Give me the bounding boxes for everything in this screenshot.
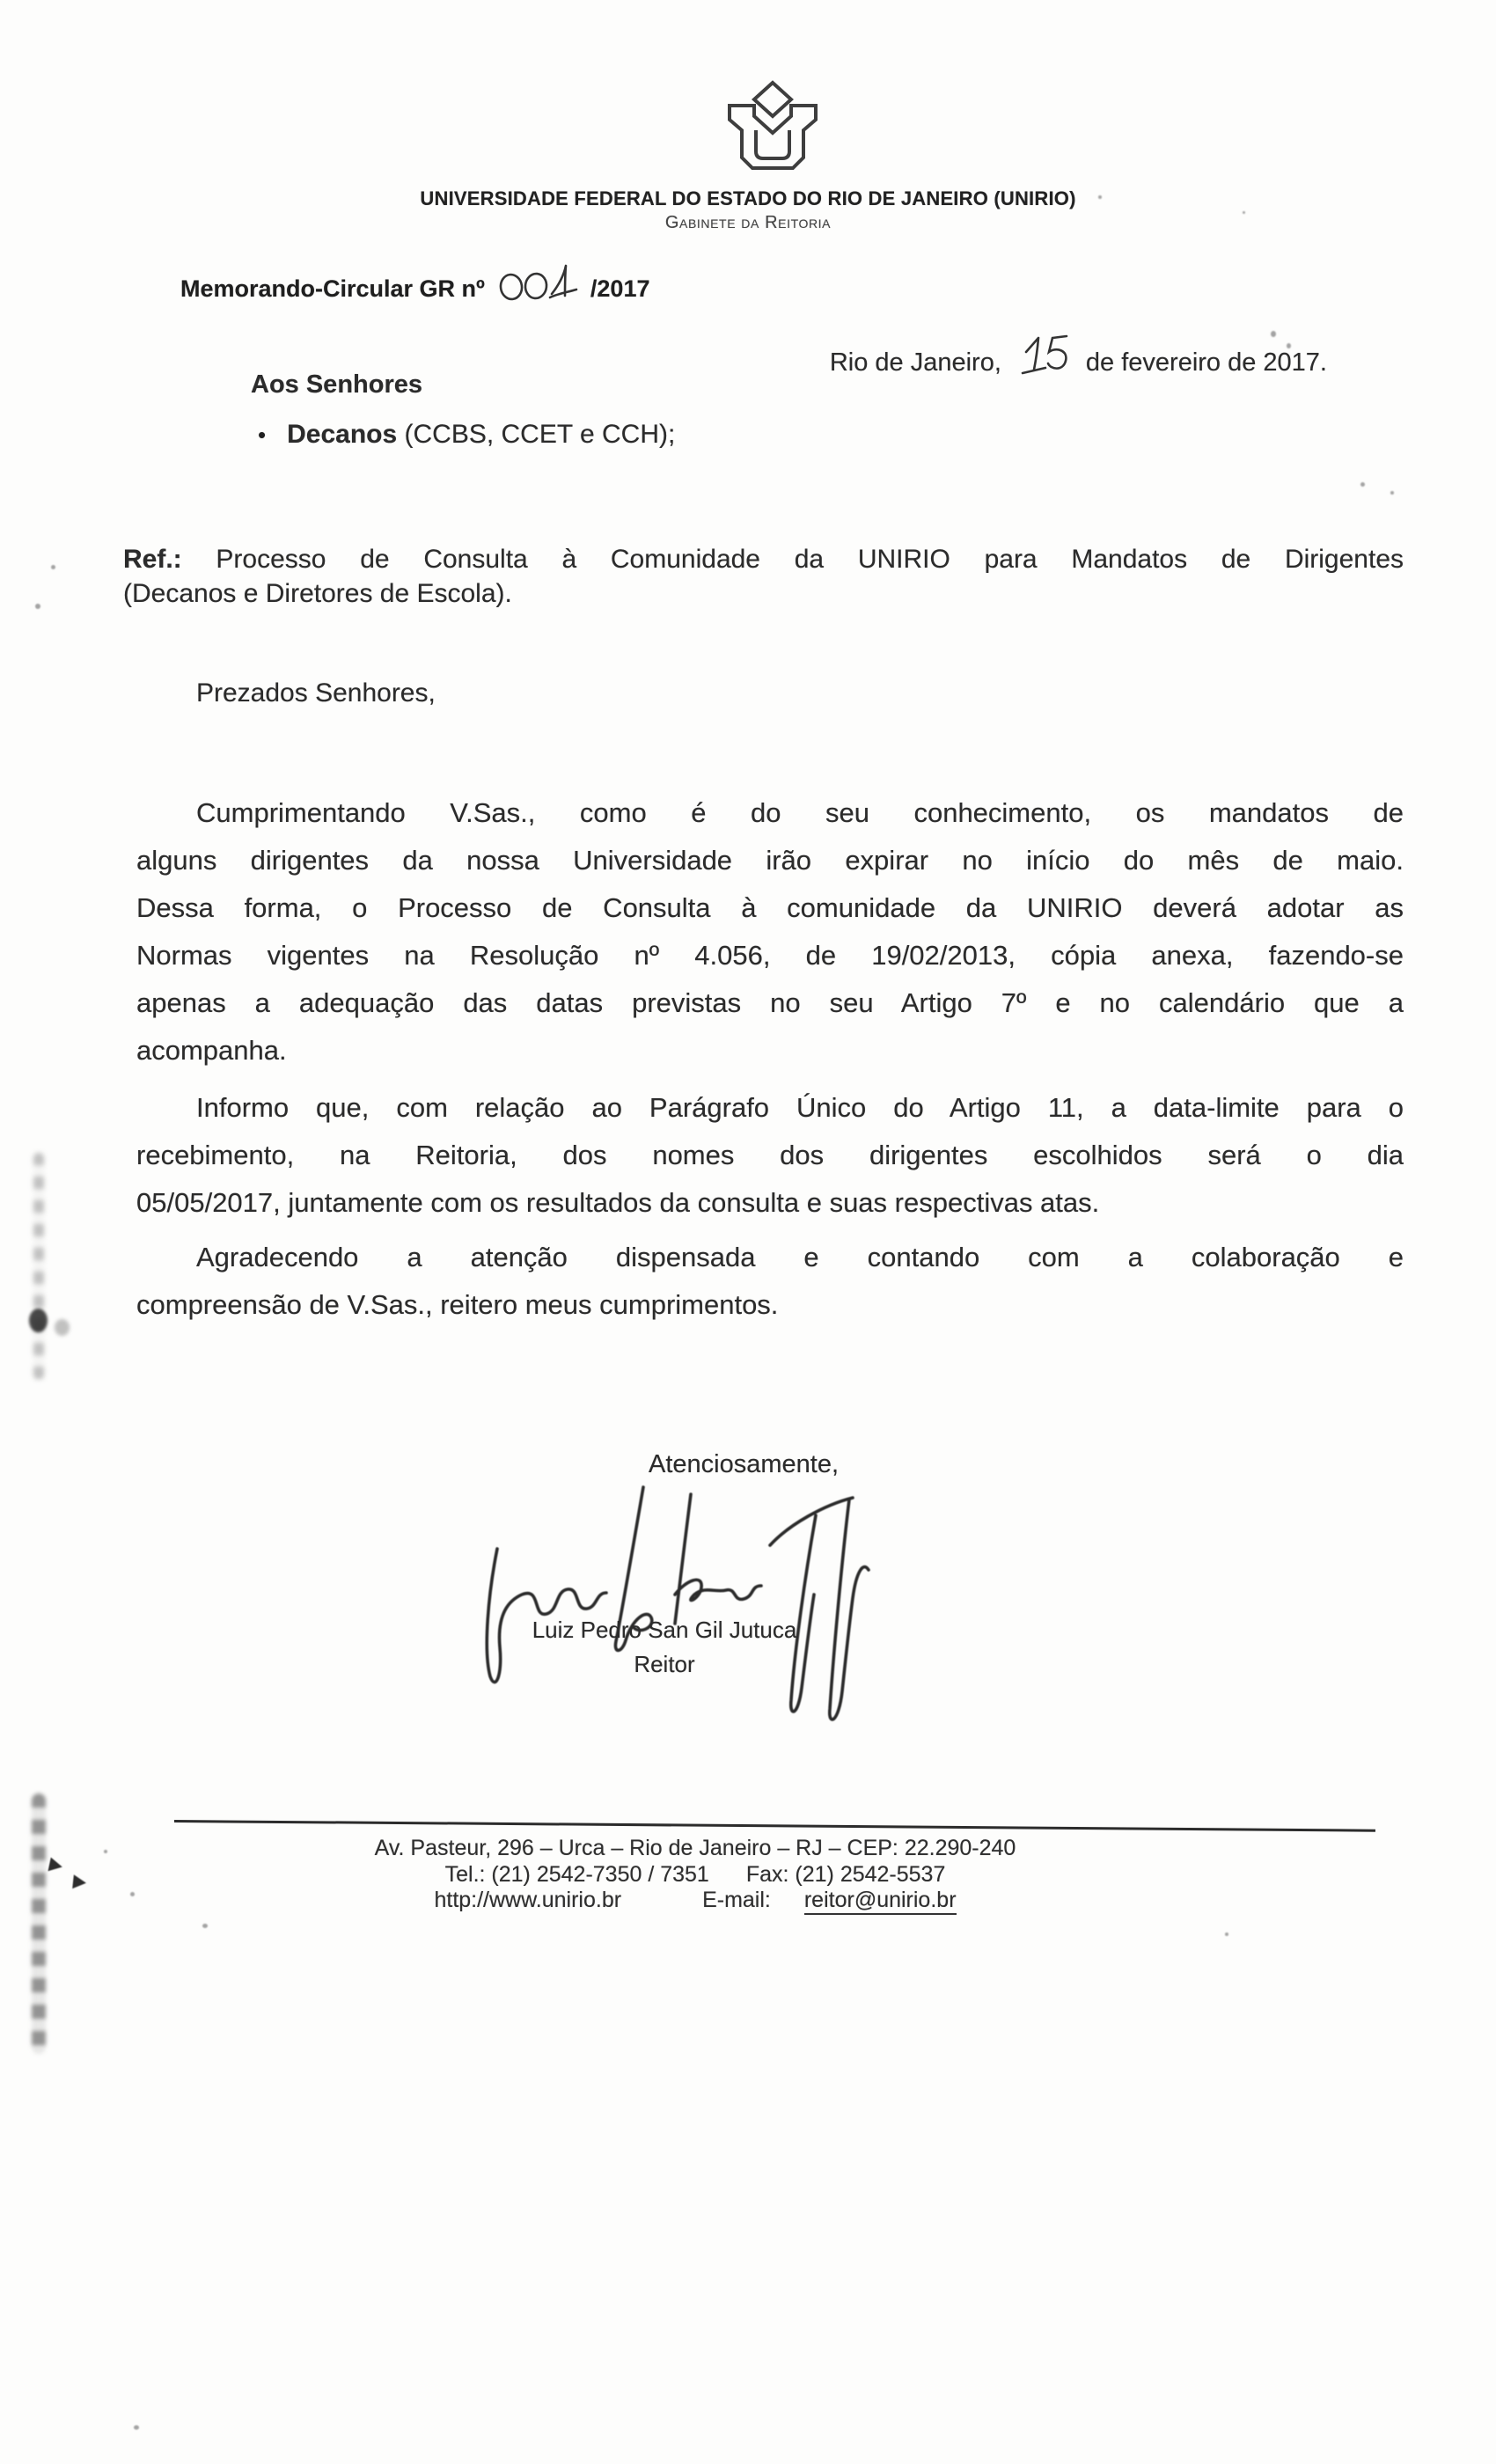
handwritten-memo-number <box>497 260 582 304</box>
scan-artifact <box>29 1309 48 1332</box>
recipient-detail: (CCBS, CCET e CCH); <box>397 420 676 449</box>
body-line: alguns dirigentes da nossa Universidade irão expirar no início do mês de maio. <box>136 845 1404 876</box>
scan-artifact <box>1243 211 1245 214</box>
scan-artifact <box>51 565 55 569</box>
scan-artifact <box>202 1924 208 1928</box>
scan-artifact <box>72 1874 87 1889</box>
reference-label: Ref.: <box>123 545 182 574</box>
scan-artifact <box>130 1892 135 1896</box>
body-line: Cumprimentando V.Sas., como é do seu conhecimento, os mandatos de <box>196 797 1404 828</box>
paragraph-1 <box>136 789 1404 1074</box>
salutation: Prezados Senhores, <box>196 678 436 708</box>
paragraph-3 <box>136 1234 1404 1329</box>
signature-scrawl <box>480 1461 902 1738</box>
recipient-item <box>258 420 675 450</box>
handwritten-day <box>1019 333 1075 377</box>
bullet-icon: • <box>258 422 267 448</box>
recipients-heading: Aos Senhores <box>251 370 422 399</box>
date-rest: de fevereiro de 2017. <box>1085 348 1327 377</box>
scan-artifact <box>134 2425 139 2430</box>
footer-email: reitor@unirio.br <box>804 1888 957 1915</box>
paragraph-2 <box>136 1084 1404 1227</box>
body-line: Informo que, com relação ao Parágrafo Único do Artigo 11, a data-limite para o <box>196 1092 1404 1123</box>
footer-email-label: E-mail: <box>702 1888 771 1912</box>
scan-artifact <box>32 1793 46 2054</box>
footer-web-line <box>132 1888 1258 1914</box>
unirio-logo <box>723 79 822 176</box>
scan-artifact <box>35 604 40 609</box>
memo-number-line <box>180 260 649 304</box>
body-line: recebimento, na Reitoria, dos nomes dos dirigentes escolhidos será o dia <box>136 1140 1404 1170</box>
footer-rule <box>174 1820 1375 1832</box>
office-name: Gabinete da Reitoria <box>664 213 832 232</box>
footer-website: http://www.unirio.br <box>434 1888 622 1912</box>
signature-block <box>400 1613 928 1682</box>
reference-block <box>123 542 1404 611</box>
body-line: 05/05/2017, juntamente com os resultados da consulta e suas respectivas atas. <box>136 1187 1100 1218</box>
footer-fax: Fax: (21) 2542-5537 <box>745 1861 946 1887</box>
footer-phone: Tel.: (21) 2542-7350 / 7351 <box>444 1861 709 1887</box>
scan-artifact <box>55 1319 70 1336</box>
signer-name: Luiz Pedro San Gil Jutuca <box>532 1617 797 1643</box>
reference-line-2: (Decanos e Diretores de Escola). <box>123 579 512 608</box>
scan-artifact <box>1098 195 1102 199</box>
date-city: Rio de Janeiro, <box>829 348 1001 377</box>
scan-artifact <box>33 1153 44 1380</box>
scan-artifact <box>104 1850 107 1853</box>
footer-contact-line <box>132 1862 1258 1888</box>
scan-artifact <box>1271 331 1276 337</box>
body-line: acompanha. <box>136 1035 287 1066</box>
scan-artifact <box>48 1858 64 1874</box>
body-line: Dessa forma, o Processo de Consulta à comunidade da UNIRIO deverá adotar as <box>136 892 1404 923</box>
scan-artifact <box>1225 1932 1228 1936</box>
reference-text: Processo de Consulta à Comunidade da UNIRIO para Mandatos de Dirigentes <box>216 545 1404 574</box>
body-line: apenas a adequação das datas previstas no seu Artigo 7º e no calendário que a <box>136 987 1404 1018</box>
body-line: Agradecendo a atenção dispensada e contando com a colaboração e <box>196 1242 1404 1272</box>
memo-year: /2017 <box>590 275 650 302</box>
memo-prefix: Memorando-Circular GR nº <box>180 275 485 302</box>
scan-artifact <box>1390 491 1394 495</box>
reference-line-1 <box>123 542 1404 576</box>
closing: Atenciosamente, <box>649 1450 840 1478</box>
recipient-name: Decanos <box>287 420 398 449</box>
scan-artifact <box>1360 482 1365 487</box>
university-name: UNIVERSIDADE FEDERAL DO ESTADO DO RIO DE JANEIRO (UNIRIO) <box>420 187 1076 209</box>
footer-address: Av. Pasteur, 296 – Urca – Rio de Janeiro – RJ – CEP: 22.290-240 <box>374 1836 1016 1860</box>
scan-artifact <box>1287 343 1291 348</box>
body-line: Normas vigentes na Resolução nº 4.056, de 19/02/2013, cópia anexa, fazendo-se <box>136 940 1404 971</box>
body-line: compreensão de V.Sas., reitero meus cumprimentos. <box>136 1289 779 1320</box>
footer <box>132 1836 1258 1914</box>
date-line <box>830 333 1327 378</box>
signer-title: Reitor <box>634 1651 695 1677</box>
